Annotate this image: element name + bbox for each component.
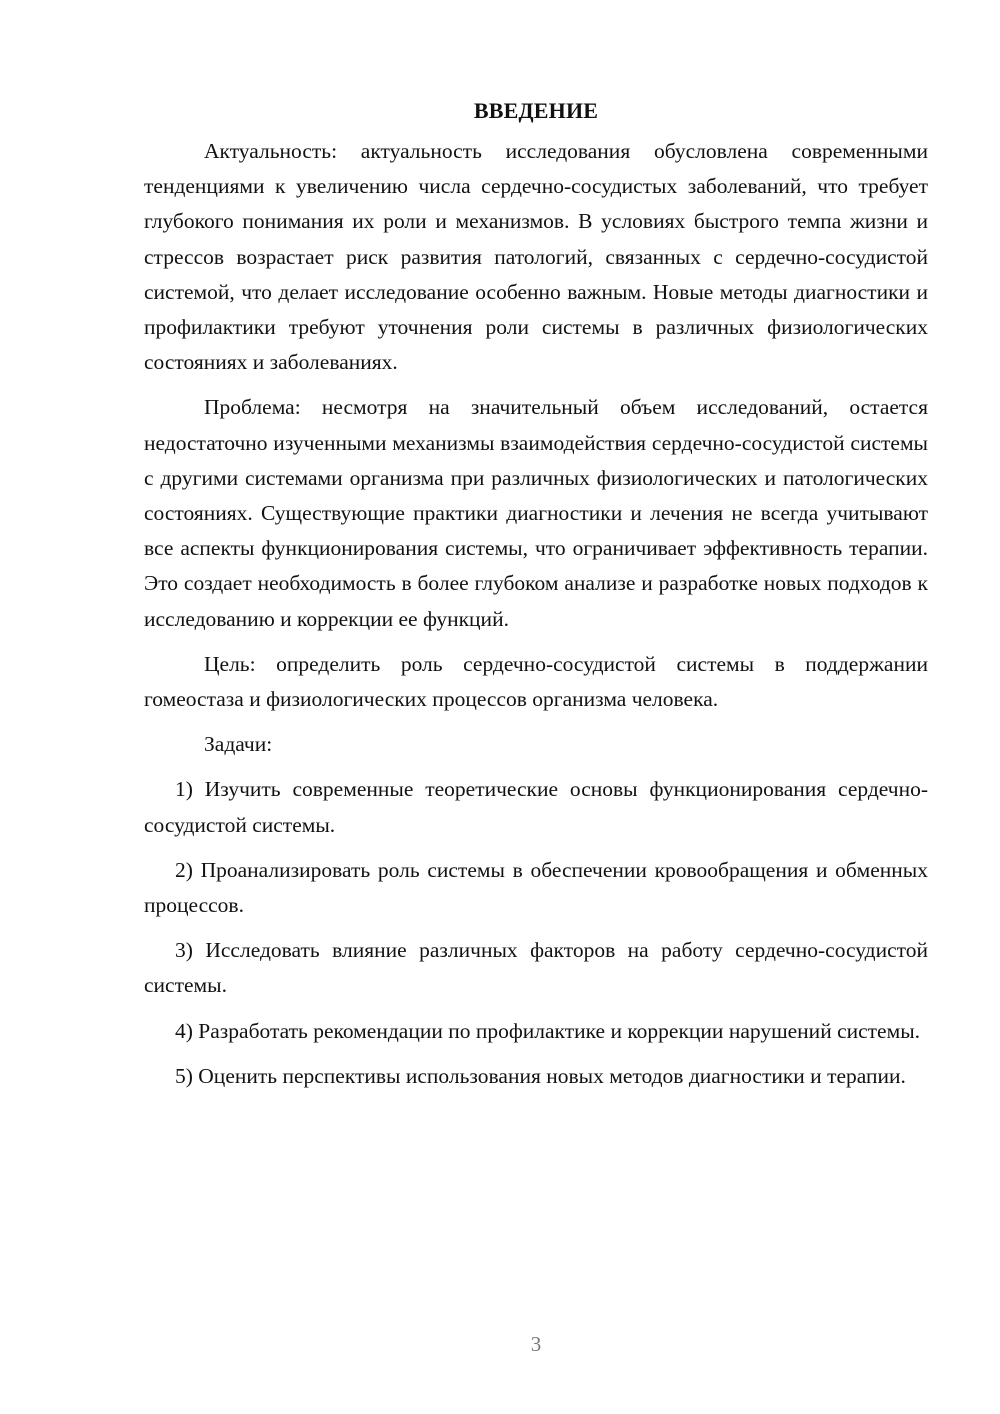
paragraph-relevance: Актуальность: актуальность исследования обусловлена современными тенденциями к увеличению числа сердечно-сосудистых заболеваний, что требует глубокого понимания их роли и механизмов. В условиях быстрого темпа жизни и стрессов возрастает риск развития патологий, связанных с сердечно-сосудистой системой, что делает исследование особенно важным. Новые методы диагностики и профилактики требуют уточнения роли системы в различных физиологических состояниях и заболеваниях. (144, 139, 928, 375)
task-item-5: 5) Оценить перспективы использования новых методов диагностики и терапии. (175, 1063, 906, 1088)
section-heading: ВВЕДЕНИЕ (473, 98, 599, 123)
page-number: 3 (530, 1332, 542, 1356)
task-item-2: 2) Проанализировать роль системы в обеспечении кровообращения и обменных процессов. (144, 857, 928, 918)
task-item-4: 4) Разработать рекомендации по профилактике и коррекции нарушений системы. (175, 1018, 921, 1043)
task-item-3: 3) Исследовать влияние различных факторов на работу сердечно-сосудистой системы. (144, 938, 928, 998)
paragraph-goal: Цель: определить роль сердечно-сосудистой системы в поддержании гомеостаза и физиологических процессов организма человека. (144, 651, 928, 712)
task-item-1: 1) Изучить современные теоретические основы функционирования сердечно-сосудистой системы. (144, 777, 928, 837)
tasks-title: Задачи: (204, 732, 273, 757)
paragraph-problem: Проблема: несмотря на значительный объем исследований, остается недостаточно изученными механизмы взаимодействия сердечно-сосудистой системы с другими системами организма при различных физиологических и патологических состояниях. Существующие практики диагностики и лечения не всегда учитывают все аспекты функционирования системы, что ограничивает эффективность терапии. Это создает необходимость в более глубоком анализе и разработке новых подходов к исследованию и коррекции ее функций. (144, 395, 928, 631)
document-page (144, 94, 928, 1104)
